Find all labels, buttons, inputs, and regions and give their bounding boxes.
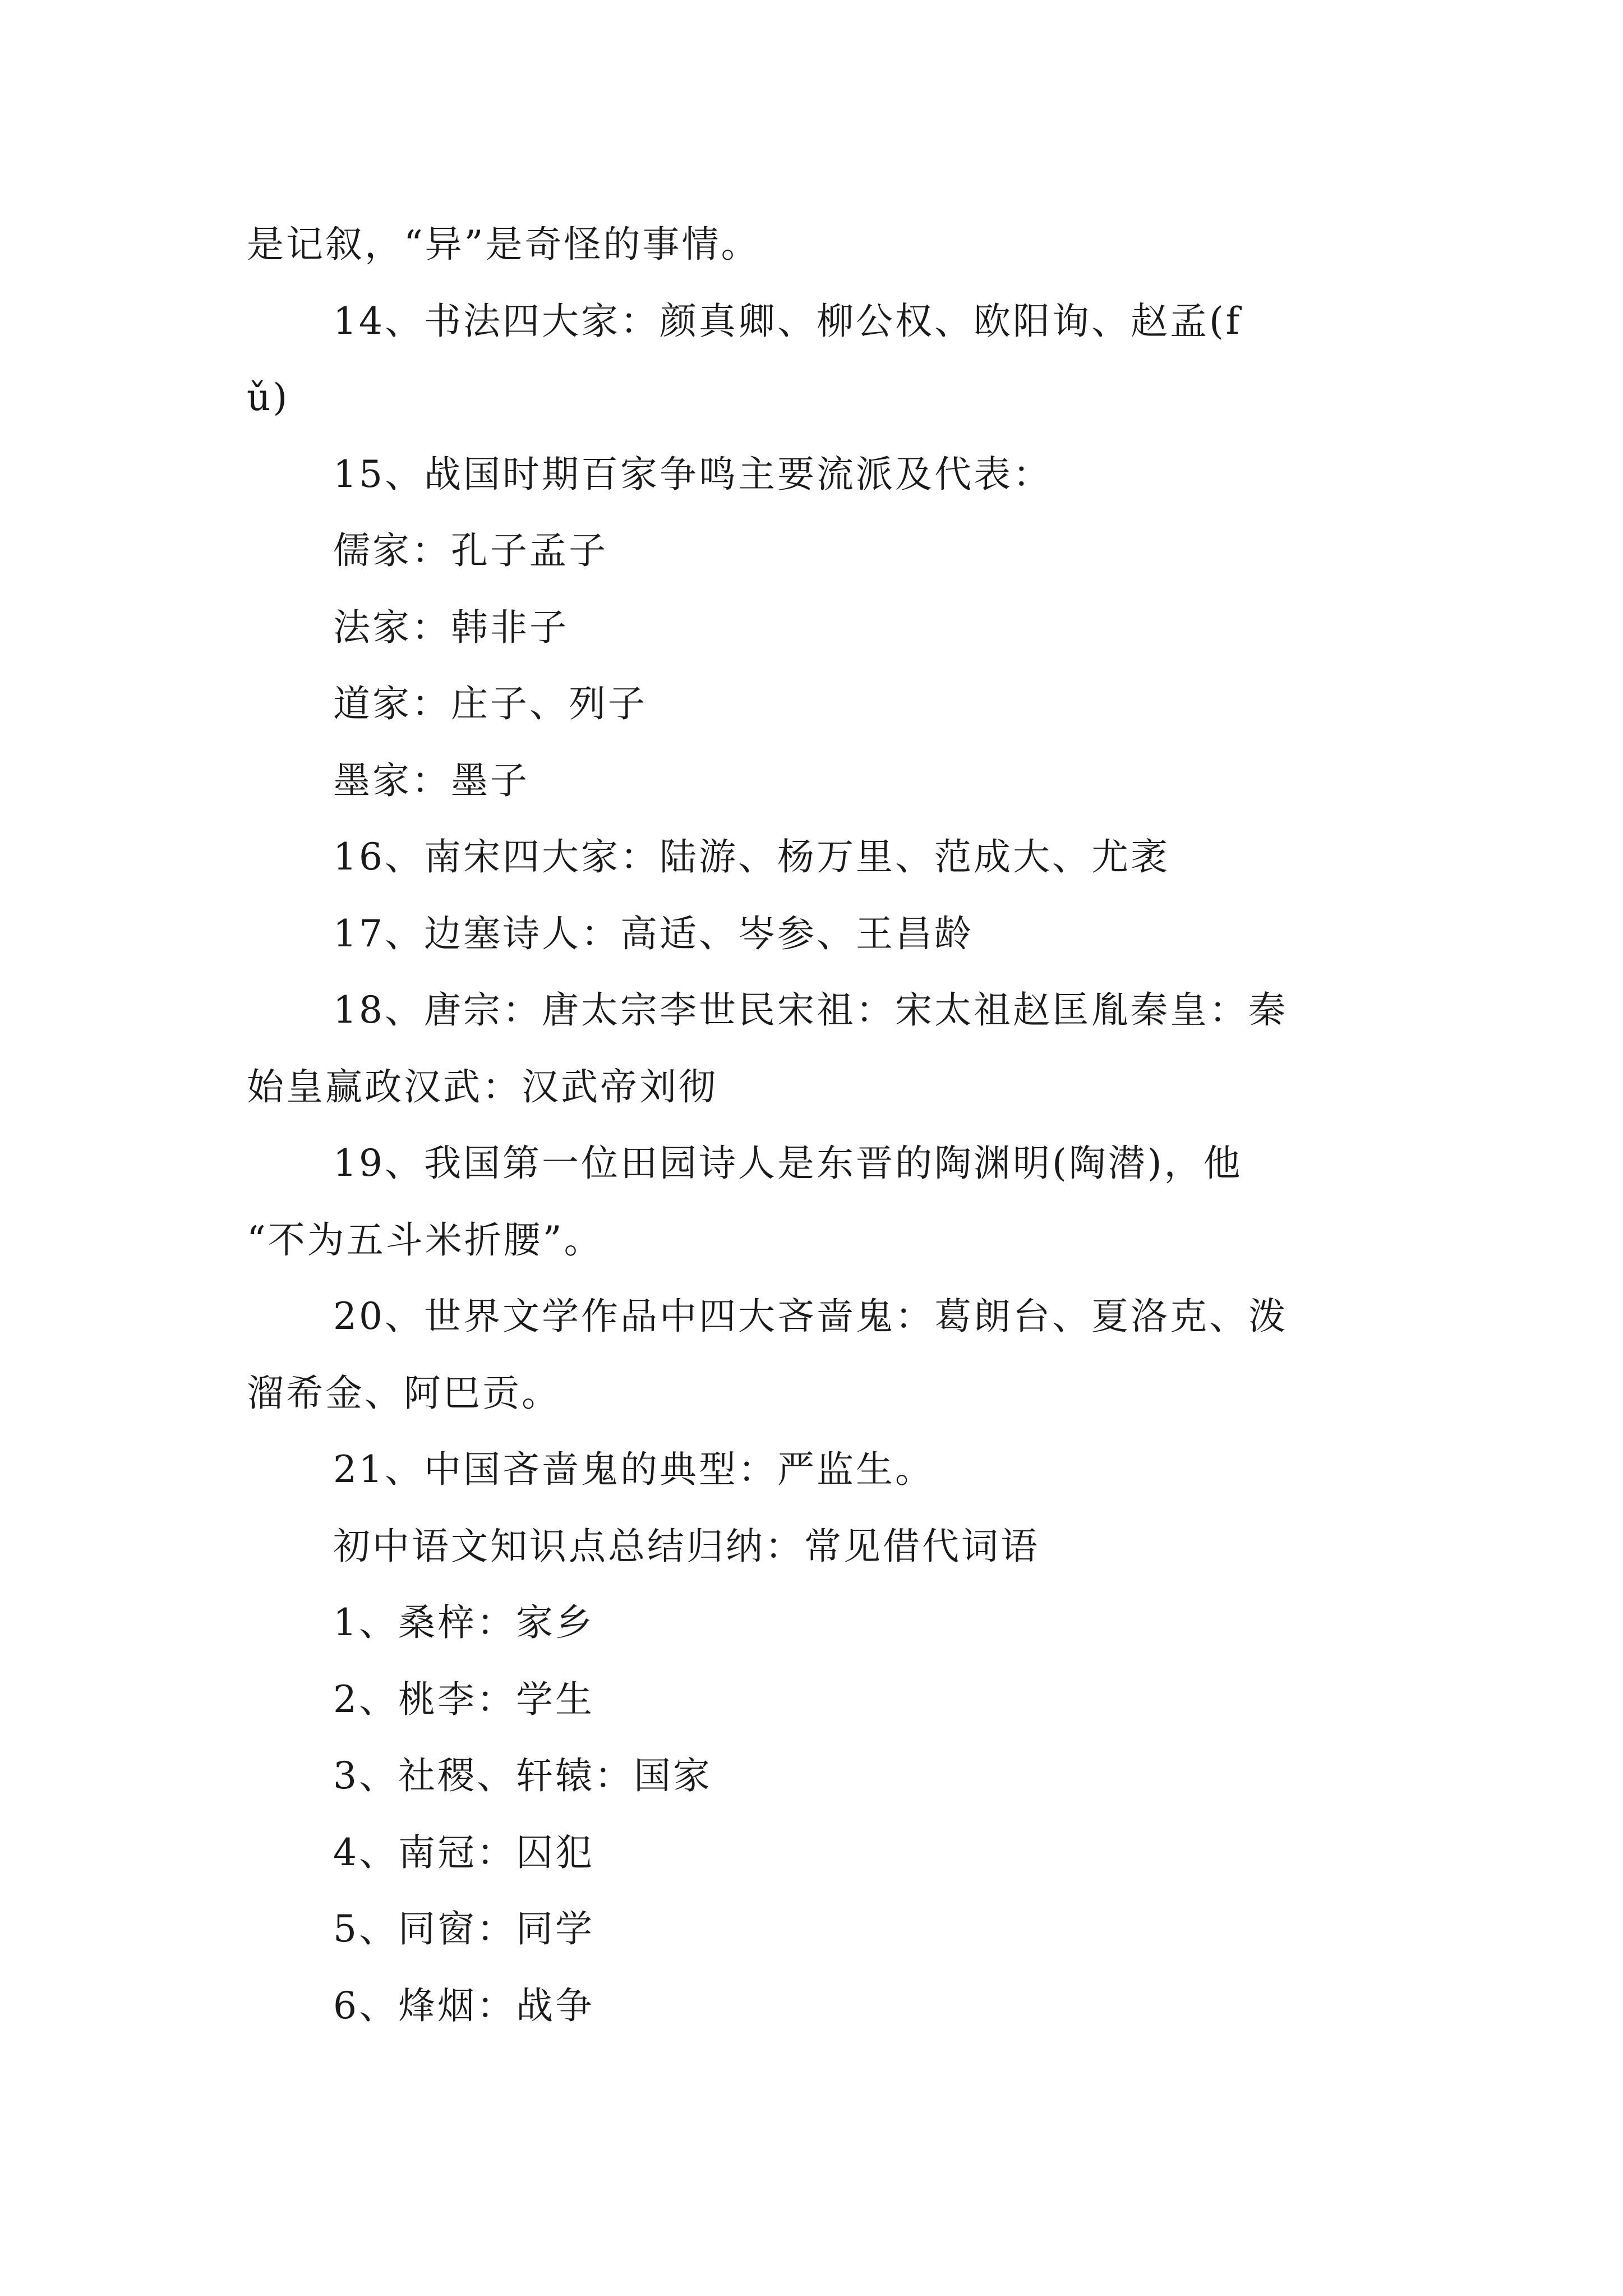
text-line-item-20: 20、世界文学作品中四大吝啬鬼：葛朗台、夏洛克、泼 [333,1295,1288,1338]
text-line: ǔ) [247,376,290,419]
text-line-item-21: 21、中国吝啬鬼的典型：严监生。 [333,1448,934,1491]
text-line-mohism: 墨家：墨子 [333,758,529,802]
list-item: 2、桃李：学生 [333,1677,594,1721]
text-line-item-19: 19、我国第一位田园诗人是东晋的陶渊明(陶潜)，他 [333,1142,1243,1185]
text-line: 始皇赢政汉武：汉武帝刘彻 [247,1065,718,1108]
document-body [247,206,1391,2044]
text-line-legalism: 法家：韩非子 [333,605,569,649]
text-line-item-14: 14、书法四大家：颜真卿、柳公权、欧阳询、赵孟(f [333,299,1242,343]
list-item: 3、社稷、轩辕：国家 [333,1754,712,1797]
text-line-item-18: 18、唐宗：唐太宗李世民宋祖：宋太祖赵匡胤秦皇：秦 [333,988,1288,1032]
section-heading: 初中语文知识点总结归纳：常见借代词语 [333,1524,1040,1568]
list-item: 6、烽烟：战争 [333,1984,594,2027]
list-item: 5、同窗：同学 [333,1907,594,1950]
list-item: 4、南冠：囚犯 [333,1830,594,1874]
text-line-confucianism: 儒家：孔子孟子 [333,529,608,572]
text-line-item-17: 17、边塞诗人：高适、岑参、王昌龄 [333,912,974,955]
list-item: 1、桑梓：家乡 [333,1601,594,1644]
text-line: “不为五斗米折腰”。 [247,1218,603,1262]
text-line: 溜希金、阿巴贡。 [247,1371,561,1415]
text-line-item-16: 16、南宋四大家：陆游、杨万里、范成大、尤袤 [333,835,1170,878]
text-line-item-15: 15、战国时期百家争鸣主要流派及代表： [333,452,1052,496]
text-line-taoism: 道家：庄子、列子 [333,682,647,725]
text-line: 是记叙，“异”是奇怪的事情。 [247,223,760,266]
